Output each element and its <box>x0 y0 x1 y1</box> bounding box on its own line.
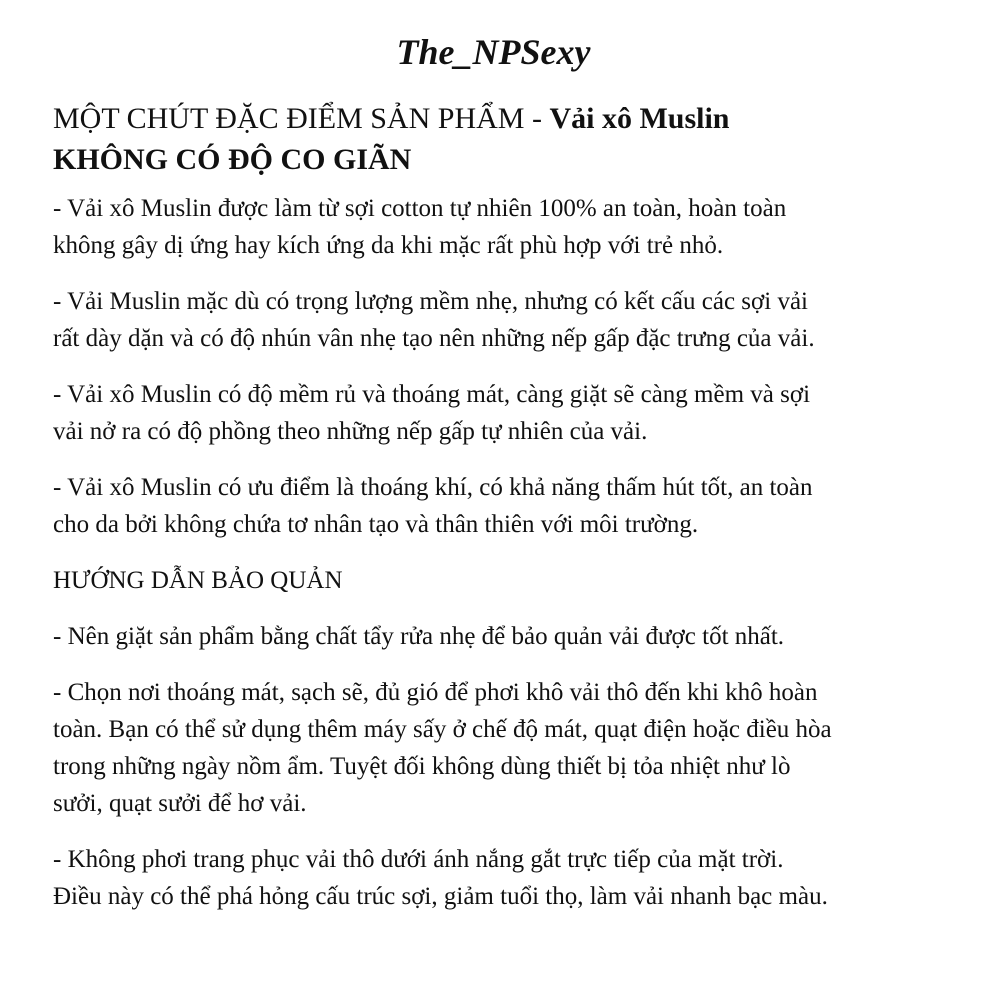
text-line: không gây dị ứng hay kích ứng da khi mặc rất phù hợp với trẻ nhỏ. <box>53 232 724 259</box>
text-line: sưởi, quạt sưởi để hơ vải. <box>53 790 307 817</box>
feature-paragraph-2 <box>53 283 953 357</box>
heading-line-1 <box>53 98 953 139</box>
care-paragraph-3 <box>53 841 953 915</box>
text-line: - Không phơi trang phục vải thô dưới ánh nắng gắt trực tiếp của mặt trời. <box>53 846 784 873</box>
text-line: - Chọn nơi thoáng mát, sạch sẽ, đủ gió để phơi khô vải thô đến khi khô hoàn <box>53 679 818 706</box>
description-content <box>53 98 953 934</box>
text-line: Điều này có thể phá hỏng cấu trúc sợi, giảm tuổi thọ, làm vải nhanh bạc màu. <box>53 883 828 910</box>
care-paragraph-2 <box>53 674 953 822</box>
product-heading <box>53 98 953 180</box>
heading-no-stretch: KHÔNG CÓ ĐỘ CO GIÃN <box>53 143 412 176</box>
text-line: vải nở ra có độ phồng theo những nếp gấp tự nhiên của vải. <box>53 418 648 445</box>
feature-paragraph-4 <box>53 469 953 543</box>
text-line: - Nên giặt sản phẩm bằng chất tẩy rửa nhẹ để bảo quản vải được tốt nhất. <box>53 623 785 650</box>
text-line: toàn. Bạn có thể sử dụng thêm máy sấy ở chế độ mát, quạt điện hoặc điều hòa <box>53 716 832 743</box>
heading-fabric-name: Vải xô Muslin <box>549 102 730 135</box>
care-paragraph-1 <box>53 618 953 655</box>
text-line: - Vải Muslin mặc dù có trọng lượng mềm nhẹ, nhưng có kết cấu các sợi vải <box>53 288 808 315</box>
care-section-title: HƯỚNG DẪN BẢO QUẢN <box>53 567 343 594</box>
text-line: rất dày dặn và có độ nhún vân nhẹ tạo nên những nếp gấp đặc trưng của vải. <box>53 325 815 352</box>
brand-title: The_NPSexy <box>396 32 591 72</box>
feature-paragraph-1 <box>53 190 953 264</box>
text-line: trong những ngày nồm ẩm. Tuyệt đối không dùng thiết bị tỏa nhiệt như lò <box>53 753 791 780</box>
text-line: cho da bởi không chứa tơ nhân tạo và thân thiên với môi trường. <box>53 511 699 538</box>
feature-paragraph-3 <box>53 376 953 450</box>
heading-prefix: MỘT CHÚT ĐẶC ĐIỂM SẢN PHẨM - <box>53 102 550 135</box>
text-line: - Vải xô Muslin có ưu điểm là thoáng khí, có khả năng thấm hút tốt, an toàn <box>53 474 813 501</box>
text-line: - Vải xô Muslin được làm từ sợi cotton tự nhiên 100% an toàn, hoàn toàn <box>53 195 787 222</box>
text-line: - Vải xô Muslin có độ mềm rủ và thoáng mát, càng giặt sẽ càng mềm và sợi <box>53 381 811 408</box>
